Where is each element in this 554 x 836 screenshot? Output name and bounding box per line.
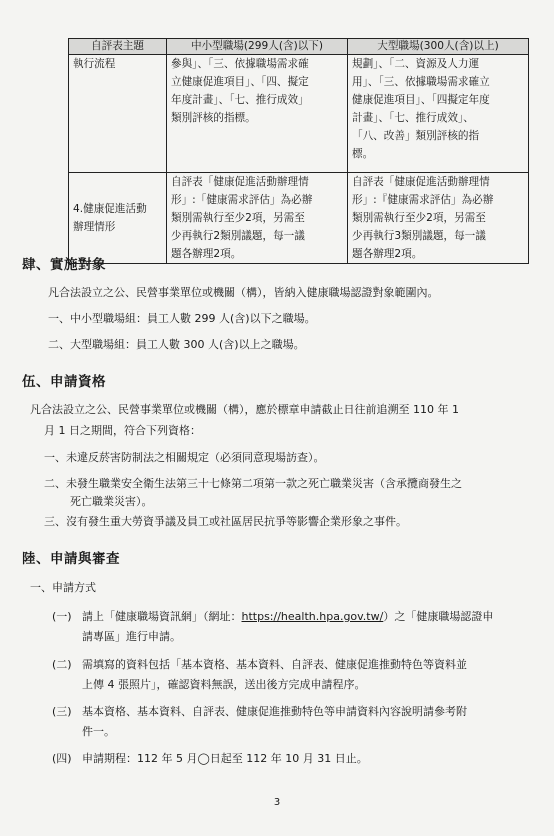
cell-line: 少再執行2類別議題，每一議 — [171, 230, 305, 242]
section6-item1-line2: 請專區」進行申請。 — [82, 630, 181, 643]
certification-table — [68, 38, 529, 264]
item1-text-post: ）之「健康職場認證申 — [383, 610, 494, 623]
cell-line: 立健康促進項目」、「四、擬定 — [171, 76, 309, 88]
cell-line: 題各辦理2項。 — [352, 248, 423, 260]
section6-item2-line: 需填寫的資料包括「基本資格、基本資料、自評表、健康促進推動特色等資料並 — [82, 658, 467, 671]
section4-item: 二、大型職場組：員工人數 300 人(含)以上之職場。 — [48, 338, 305, 351]
section4-heading: 肆、實施對象 — [22, 257, 106, 273]
table-cell-small — [167, 173, 348, 264]
cell-line: 類別評核的指標。 — [171, 112, 256, 124]
section6-item3-line: 基本資格、基本資料、自評表、健康促進推動特色等申請資料內容說明請參考附 — [82, 705, 467, 718]
table-header-small: 中小型職場(299人(含)以下) — [167, 39, 348, 55]
section5-item: 二、未發生職業安全衛生法第三十七條第二項第一款之死亡職業災害（含承攬商發生之 — [44, 477, 462, 490]
cell-line: 自評表「健康促進活動辦理情 — [352, 176, 490, 188]
section6-heading: 陸、申請與審查 — [22, 551, 120, 567]
list-label: (三) — [52, 705, 72, 718]
table-cell-large — [348, 55, 529, 173]
section5-intro-line: 凡合法設立之公、民營事業單位或機關（構），應於標章申請截止日往前追溯至 110 年 1 — [30, 403, 459, 416]
cell-line: 規劃」、「二、資源及人力運 — [352, 58, 480, 70]
cell-line: 形」:『健康需求評估」為必辦 — [352, 194, 494, 206]
table-header-topic: 自評表主題 — [69, 39, 167, 55]
health-website-link[interactable]: https://health.hpa.gov.tw/ — [241, 610, 384, 623]
page-number: 3 — [273, 797, 281, 808]
section6-item2-line: 上傳 4 張照片」，確認資料無誤，送出後方完成申請程序。 — [82, 678, 366, 691]
table-cell-small — [167, 55, 348, 173]
cell-line: 標。 — [352, 148, 374, 160]
table-header-large: 大型職場(300人(含)以上) — [348, 39, 529, 55]
cell-line: 少再執行3類別議題，每一議 — [352, 230, 486, 242]
cell-line: 辦理情形 — [73, 221, 116, 233]
table-cell-topic — [69, 173, 167, 264]
cell-line: 題各辦理2項。 — [171, 248, 242, 260]
section4-intro: 凡合法設立之公、民營事業單位或機關（構），皆納入健康職場認證對象範圍內。 — [48, 286, 439, 299]
section6-subheading: 一、申請方式 — [30, 581, 96, 594]
section4-item: 一、中小型職場組：員工人數 299 人(含)以下之職場。 — [48, 312, 316, 325]
cell-line: 健康促進項目」、「四擬定年度 — [352, 94, 490, 106]
cell-line: 類別需執行至少2項，另需至 — [171, 212, 305, 224]
cell-line: 計畫」、「七、推行成效」、 — [352, 112, 474, 124]
cell-line: 用」、「三、依據職場需求確立 — [352, 76, 490, 88]
cell-line: 年度計畫」、「七、推行成效」 — [171, 94, 309, 106]
section5-item: 三、沒有發生重大勞資爭議及員工或社區居民抗爭等影響企業形象之事件。 — [44, 515, 407, 528]
section5-item-cont: 死亡職業災害）。 — [70, 495, 153, 508]
table-cell-topic: 執行流程 — [69, 55, 167, 173]
section6-item1-line1 — [82, 609, 493, 625]
cell-line: 「八、改善」類別評核的指 — [352, 130, 480, 142]
section5-intro-line: 月 1 日之期間，符合下列資格： — [44, 424, 201, 437]
section6-item4-line: 申請期程：112 年 5 月◯日起至 112 年 10 月 31 日止。 — [82, 752, 368, 765]
item1-text-pre: 請上「健康職場資訊網」（網址： — [82, 610, 242, 623]
list-label: (四) — [52, 752, 72, 765]
cell-line: 4.健康促進活動 — [73, 203, 147, 215]
table-cell-large — [348, 173, 529, 264]
cell-line: 參與」、「三、依據職場需求確 — [171, 58, 309, 70]
cell-line: 形」:「健康需求評估」為必辦 — [171, 194, 313, 206]
list-label: (一) — [52, 610, 72, 623]
cell-line: 類別需執行至少2項，另需至 — [352, 212, 486, 224]
section5-item: 一、未違反菸害防制法之相關規定（必須同意現場訪查）。 — [44, 451, 325, 464]
table-row — [69, 55, 529, 173]
list-label: (二) — [52, 658, 72, 671]
table-row — [69, 173, 529, 264]
table-header-row — [69, 39, 529, 55]
section6-item3-line: 件一。 — [82, 725, 115, 738]
section5-heading: 伍、申請資格 — [22, 374, 106, 390]
cell-line: 自評表「健康促進活動辦理情 — [171, 176, 309, 188]
